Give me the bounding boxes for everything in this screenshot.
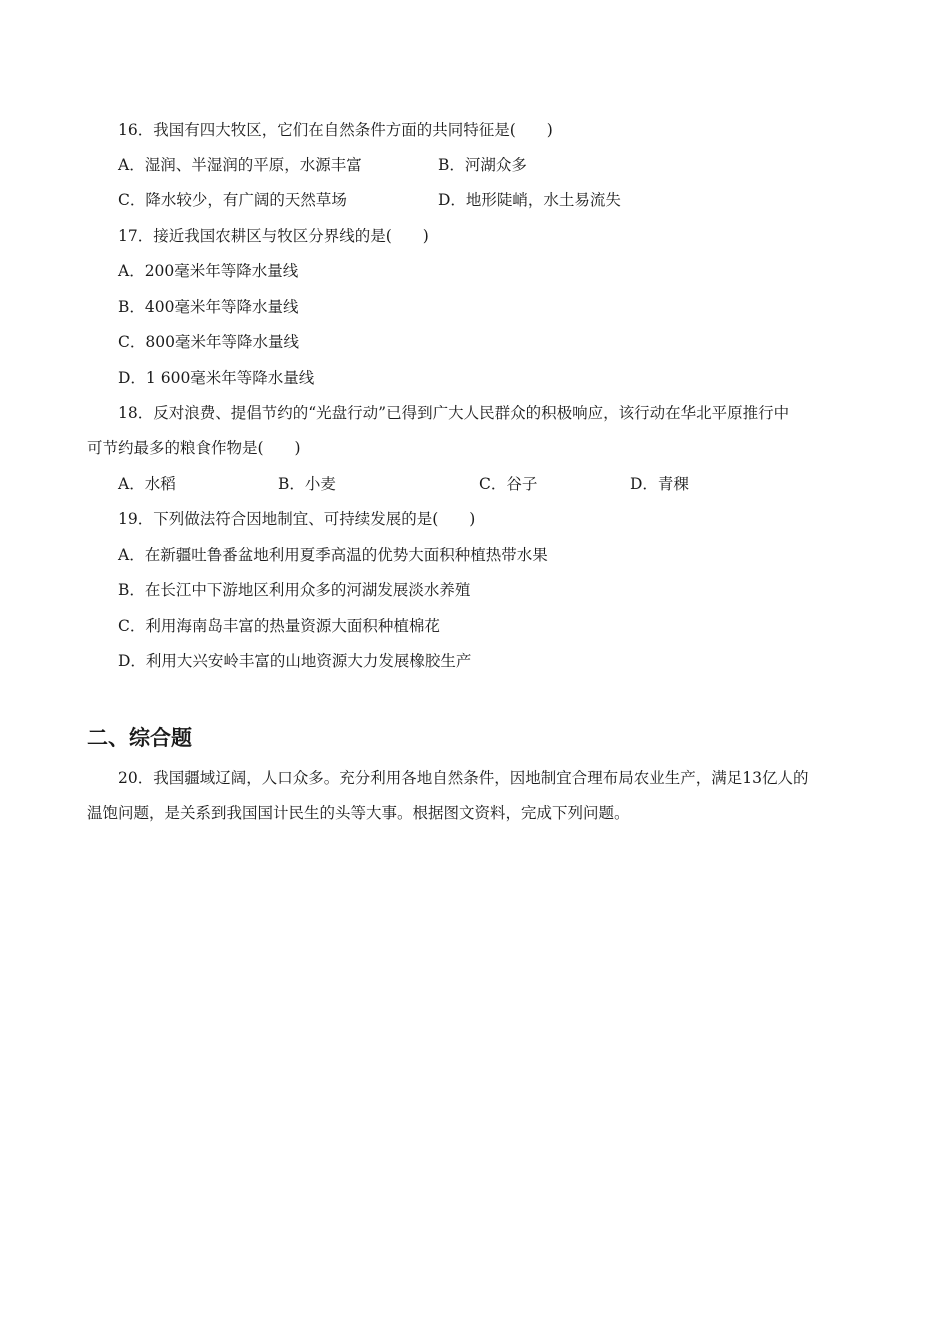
question-16-option-d: D．地形陡峭，水土易流失 — [438, 191, 621, 209]
question-17-option-d: D．1 600毫米年等降水量线 — [118, 369, 315, 387]
question-20-stem-line-2: 温饱问题，是关系到我国国计民生的头等大事。根据图文资料，完成下列问题。 — [87, 804, 630, 822]
question-19-option-b: B．在长江中下游地区利用众多的河湖发展淡水养殖 — [118, 581, 471, 599]
section-title-comprehensive: 二、综合题 — [87, 726, 192, 750]
question-18-option-b: B．小麦 — [278, 475, 336, 493]
question-18-option-d: D．青稞 — [630, 475, 689, 493]
question-19-option-a: A．在新疆吐鲁番盆地利用夏季高温的优势大面积种植热带水果 — [118, 546, 548, 564]
question-18-stem-line-1: 18．反对浪费、提倡节约的“光盘行动”已得到广大人民群众的积极响应，该行动在华北平原推行中 — [118, 404, 790, 422]
question-16-stem: 16．我国有四大牧区，它们在自然条件方面的共同特征是( ) — [118, 121, 553, 139]
question-19-option-d: D．利用大兴安岭丰富的山地资源大力发展橡胶生产 — [118, 652, 472, 670]
question-18-options-row — [118, 474, 878, 494]
question-18-option-a: A．水稻 — [118, 475, 176, 493]
question-18-stem-line-2: 可节约最多的粮食作物是( ) — [87, 439, 301, 457]
question-16-options-row-1 — [118, 155, 878, 175]
question-17-stem: 17．接近我国农耕区与牧区分界线的是( ) — [118, 227, 429, 245]
question-16-options-row-2 — [118, 190, 878, 210]
question-16-option-a: A．湿润、半湿润的平原，水源丰富 — [118, 156, 362, 174]
question-17-option-b: B．400毫米年等降水量线 — [118, 298, 299, 316]
question-19-option-c: C．利用海南岛丰富的热量资源大面积种植棉花 — [118, 617, 440, 635]
question-20-stem-line-1: 20．我国疆域辽阔，人口众多。充分利用各地自然条件，因地制宜合理布局农业生产，满足13亿人的 — [118, 769, 809, 787]
question-16-option-b: B．河湖众多 — [438, 156, 527, 174]
question-16-option-c: C．降水较少，有广阔的天然草场 — [118, 191, 347, 209]
question-18-option-c: C．谷子 — [479, 475, 538, 493]
question-19-stem: 19．下列做法符合因地制宜、可持续发展的是( ) — [118, 510, 476, 528]
question-17-option-a: A．200毫米年等降水量线 — [118, 262, 299, 280]
question-17-option-c: C．800毫米年等降水量线 — [118, 333, 299, 351]
